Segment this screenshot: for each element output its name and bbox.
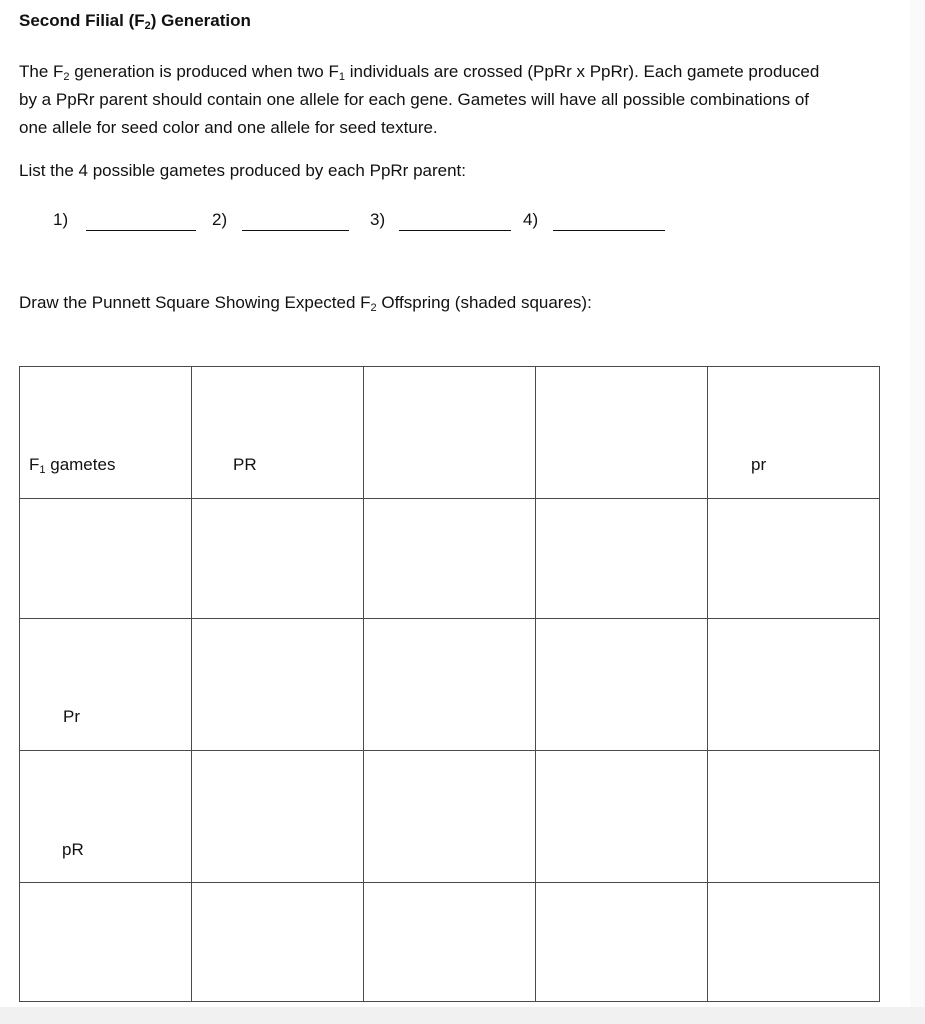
gamete-answer-4[interactable] bbox=[553, 230, 665, 231]
intro-line-1: The $F_2$ generation is produced when two $F_1$ individuals are crossed (PpRr x PpRr). Each gamete produced bbox=[19, 62, 820, 83]
gamete-label-2: 2) bbox=[212, 210, 228, 229]
row-header-1[interactable] bbox=[20, 499, 192, 619]
offspring-cell[interactable] bbox=[536, 883, 708, 1002]
gamete-label-4: 4) bbox=[523, 210, 539, 229]
column-header-2[interactable] bbox=[364, 367, 536, 499]
intro-line-2: by a PpRr parent should contain one allele for each gene. Gametes will have all possible combinations of bbox=[19, 90, 810, 109]
row-header-4[interactable] bbox=[20, 883, 192, 1002]
offspring-cell[interactable] bbox=[192, 619, 364, 751]
offspring-cell[interactable] bbox=[364, 751, 536, 883]
gamete-instruction: List the 4 possible gametes produced by each PpRr parent: bbox=[19, 161, 466, 180]
offspring-cell[interactable] bbox=[192, 751, 364, 883]
punnett-row bbox=[20, 619, 880, 751]
offspring-cell[interactable] bbox=[364, 499, 536, 619]
punnett-title: Draw the Punnett Square Showing Expected $F_2$ Offspring (shaded squares): bbox=[19, 293, 592, 314]
page-margin-right bbox=[910, 0, 925, 1024]
gamete-label-1: 1) bbox=[53, 210, 69, 229]
offspring-cell[interactable] bbox=[192, 499, 364, 619]
row-header-3[interactable]: pR bbox=[20, 751, 192, 883]
column-header-1[interactable]: PR bbox=[192, 367, 364, 499]
punnett-row bbox=[20, 883, 880, 1002]
punnett-square bbox=[19, 366, 880, 1002]
offspring-cell[interactable] bbox=[536, 619, 708, 751]
offspring-cell[interactable] bbox=[536, 751, 708, 883]
column-header-4[interactable]: pr bbox=[708, 367, 880, 499]
punnett-corner-cell bbox=[20, 367, 192, 499]
offspring-cell[interactable] bbox=[708, 619, 880, 751]
section-heading: Second Filial $(F_2)$ Generation bbox=[19, 11, 251, 32]
punnett-row bbox=[20, 751, 880, 883]
punnett-header-row bbox=[20, 367, 880, 499]
f1-gametes-label: $F_1$ gametes bbox=[29, 455, 116, 476]
page-margin-bottom bbox=[0, 1007, 925, 1024]
intro-line-3: one allele for seed color and one allele for seed texture. bbox=[19, 118, 438, 137]
intro-paragraph bbox=[19, 58, 899, 142]
offspring-cell[interactable] bbox=[364, 883, 536, 1002]
gamete-label-3: 3) bbox=[370, 210, 386, 229]
column-header-3[interactable] bbox=[536, 367, 708, 499]
offspring-cell[interactable] bbox=[364, 619, 536, 751]
offspring-cell[interactable] bbox=[192, 883, 364, 1002]
row-header-2[interactable]: Pr bbox=[20, 619, 192, 751]
gamete-answer-2[interactable] bbox=[242, 230, 349, 231]
offspring-cell[interactable] bbox=[708, 751, 880, 883]
gamete-answer-1[interactable] bbox=[86, 230, 196, 231]
offspring-cell[interactable] bbox=[708, 883, 880, 1002]
punnett-row bbox=[20, 499, 880, 619]
offspring-cell[interactable] bbox=[536, 499, 708, 619]
gamete-answer-3[interactable] bbox=[399, 230, 511, 231]
offspring-cell[interactable] bbox=[708, 499, 880, 619]
